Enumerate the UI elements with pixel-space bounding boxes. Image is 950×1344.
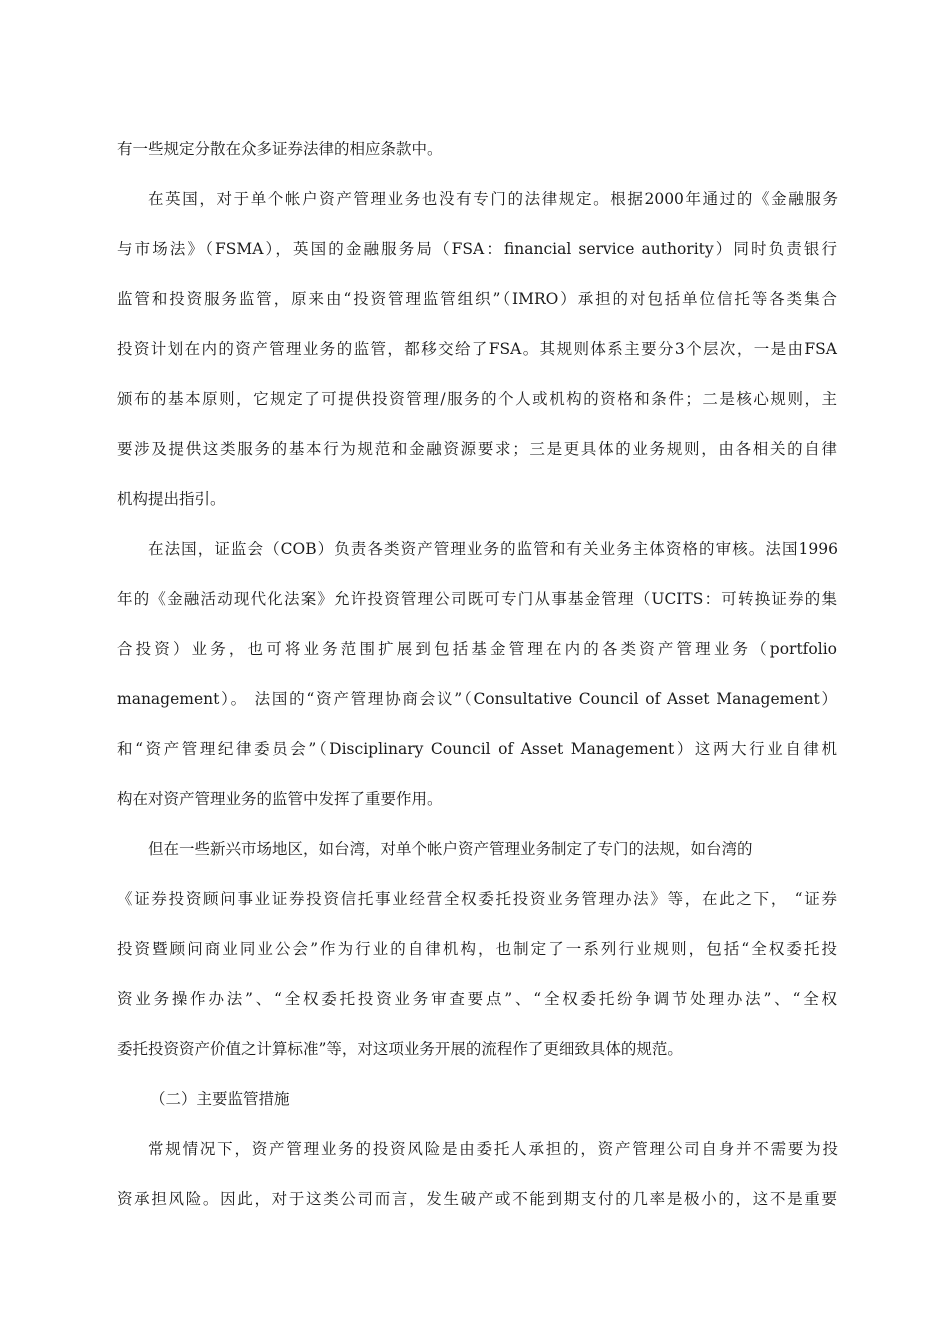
text-line: 但在一些新兴市场地区，如台湾，对单个帐户资产管理业务制定了专门的法规，如台湾的 bbox=[148, 840, 753, 858]
text-line: 合投资）业务，也可将业务范围扩展到包括基金管理在内的各类资产管理业务（portfolio bbox=[117, 640, 837, 658]
text-line: 在英国，对于单个帐户资产管理业务也没有专门的法律规定。根据2000年通过的《金融服务 bbox=[148, 190, 838, 208]
text-line: 在法国，证监会（COB）负责各类资产管理业务的监管和有关业务主体资格的审核。法国1996 bbox=[148, 540, 838, 558]
text-line: 投资计划在内的资产管理业务的监管，都移交给了FSA。其规则体系主要分3个层次，一是由FSA bbox=[117, 340, 837, 358]
text-line: 常规情况下，资产管理业务的投资风险是由委托人承担的，资产管理公司自身并不需要为投 bbox=[148, 1140, 838, 1158]
text-line: 机构提出指引。 bbox=[117, 490, 226, 508]
text-line: 与市场法》（FSMA），英国的金融服务局（FSA：financial service authority）同时负责银行 bbox=[117, 240, 837, 258]
text-line: 年的《金融活动现代化法案》允许投资管理公司既可专门从事基金管理（UCITS：可转换证券的集 bbox=[117, 590, 837, 608]
text-line: 有一些规定分散在众多证券法律的相应条款中。 bbox=[117, 140, 443, 158]
text-line: 资承担风险。因此，对于这类公司而言，发生破产或不能到期支付的几率是极小的，这不是重要 bbox=[117, 1190, 837, 1208]
section-heading: （二）主要监管措施 bbox=[150, 1090, 290, 1108]
text-line: 《证券投资顾问事业证券投资信托事业经营全权委托投资业务管理办法》等，在此之下， “证券 bbox=[117, 890, 837, 908]
text-line: 投资暨顾问商业同业公会”作为行业的自律机构，也制定了一系列行业规则，包括“全权委托投 bbox=[117, 940, 837, 958]
text-line: management）。 法国的“资产管理协商会议”（Consultative Council of Asset Management） bbox=[117, 690, 837, 708]
text-line: 监管和投资服务监管，原来由“投资管理监管组织”（IMRO）承担的对包括单位信托等各类集合 bbox=[117, 290, 837, 308]
text-line: 要涉及提供这类服务的基本行为规范和金融资源要求；三是更具体的业务规则，由各相关的自律 bbox=[117, 440, 837, 458]
text-line: 构在对资产管理业务的监管中发挥了重要作用。 bbox=[117, 790, 443, 808]
text-line: 委托投资资产价值之计算标准”等，对这项业务开展的流程作了更细致具体的规范。 bbox=[117, 1040, 683, 1058]
text-line: 资业务操作办法”、“全权委托投资业务审查要点”、“全权委托纷争调节处理办法”、“全权 bbox=[117, 990, 837, 1008]
text-line: 和“资产管理纪律委员会”（Disciplinary Council of Asset Management）这两大行业自律机 bbox=[117, 740, 837, 758]
text-line: 颁布的基本原则，它规定了可提供投资管理/服务的个人或机构的资格和条件；二是核心规则，主 bbox=[117, 390, 837, 408]
